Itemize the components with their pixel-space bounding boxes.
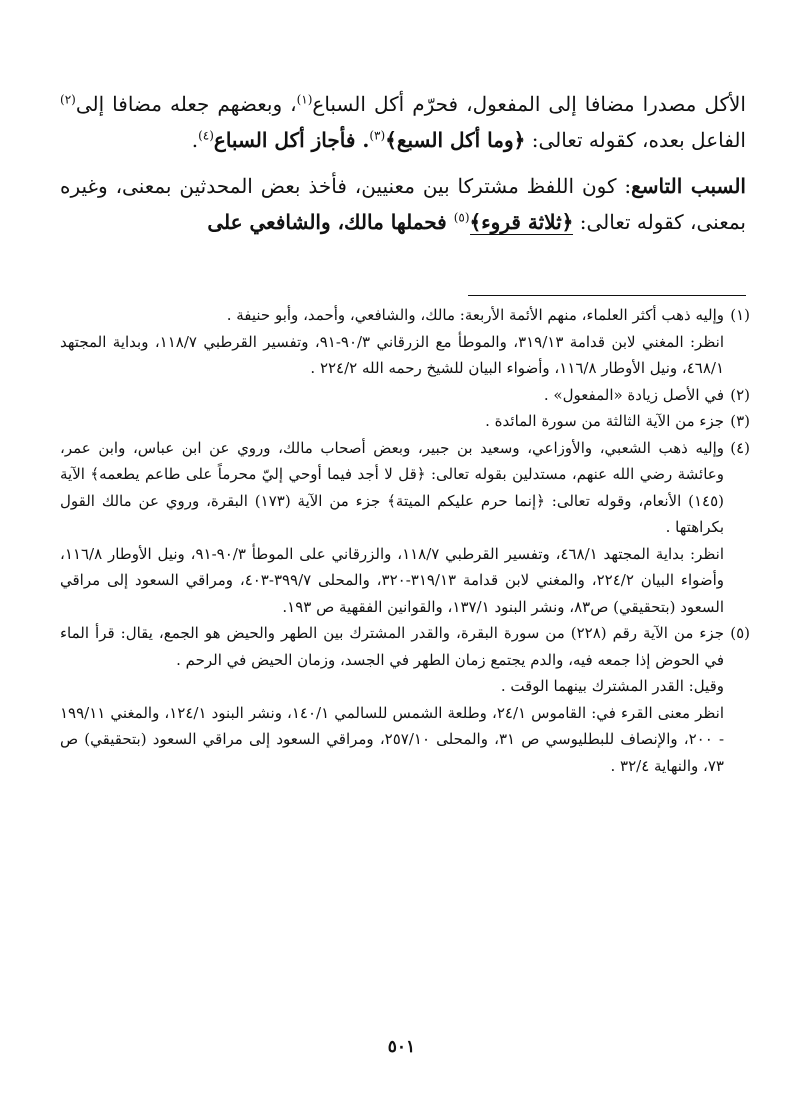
footnote-line: جزء من الآية رقم (٢٢٨) من سورة البقرة، والقدر المشترك بين الطهر والحيض هو الجمع، يقال: قرأ الماء في الحوض إذا جمعه فيه، والدم يجتمع زمان الطهر في الجسد، وزمان الحيض في الرحم . xyxy=(60,624,724,669)
main-text xyxy=(60,86,746,240)
section-heading: السبب التاسع xyxy=(631,174,746,198)
footnote-ref: (٤) xyxy=(198,128,214,143)
footnote-ref: (١) xyxy=(296,92,313,107)
footnote-1 xyxy=(60,302,750,382)
text-run: فحملها مالك، والشافعي على xyxy=(207,210,454,234)
text-run: الأكل مصدرا مضافا إلى المفعول، فحرّم أكل السباع xyxy=(312,92,746,116)
footnote-line: انظر معنى القرء في: القاموس ٢٤/١، وطلعة الشمس للسالمي ١٤٠/١، ونشر البنود ١٢٤/١، والمغني ١٩٩/١١ - ٢٠٠، والإنصاف للبطليوسي ص ٣١، والمحلى ٢٥٧/١٠، ومراقي السعود إلى مراقي السعود (بتحقيقي) ص ٧٣، والنهاية ٣٢/٤ . xyxy=(60,703,725,775)
paragraph-1 xyxy=(60,86,746,158)
paragraph-2 xyxy=(60,168,746,240)
text-run: . فأجاز أكل السباع xyxy=(213,128,370,152)
footnote-4 xyxy=(60,435,750,621)
footnote-number: (٥) xyxy=(730,624,750,642)
quran-verse: ﴿ثلاثة قروء﴾ xyxy=(469,210,574,234)
footnote-line: انظر: المغني لابن قدامة ٣١٩/١٣، والموطأ مع الزرقاني ٩٠/٣-٩١، وتفسير القرطبي ١١٨/٧، وبداية المجتهد ٤٦٨/١، ونيل الأوطار ١١٦/٨، وأضواء البيان للشيخ رحمه الله ٢٢٤/٢ . xyxy=(60,332,724,377)
footnote-separator xyxy=(468,295,746,296)
footnote-line: في الأصل زيادة «المفعول» . xyxy=(543,385,724,404)
footnote-number: (٢) xyxy=(730,385,750,404)
footnote-3 xyxy=(60,408,750,435)
footnote-ref: (٥) xyxy=(453,210,470,225)
footnote-5 xyxy=(60,620,750,779)
quran-verse: ﴿وما أكل السبع﴾ xyxy=(385,128,526,152)
footnote-line: وقيل: القدر المشترك بينهما الوقت . xyxy=(500,677,724,695)
footnote-line: وإليه ذهب الشعبي، والأوزاعي، وسعيد بن جبير، وبعض أصحاب مالك، وروي عن ابن عباس، وابن عمر، وعائشة رضي الله عنهم، مستدلين بقوله تعالى: ﴿قل لا أجد فيما أوحي إليّ محرماً على طاعم يطعمه﴾ الآية (١٤٥) الأنعام، وقوله تعالى: ﴿إنما حرم عليكم الميتة﴾ جزء من الآية (١٧٣) البقرة، وروي عن مالك القول بكراهتها . xyxy=(60,438,724,536)
footnote-line: جزء من الآية الثالثة من سورة المائدة . xyxy=(485,412,724,430)
footnote-number: (٣) xyxy=(730,412,750,430)
footnotes xyxy=(60,302,750,779)
footnote-ref: (٢) xyxy=(60,92,76,107)
text-run: . xyxy=(191,128,199,152)
footnote-line: وإليه ذهب أكثر العلماء، منهم الأئمة الأربعة: مالك، والشافعي، وأحمد، وأبو حنيفة . xyxy=(226,306,724,324)
text-run: ، وبعضهم جعله مضافا إلى xyxy=(75,92,297,116)
footnote-number: (٤) xyxy=(730,438,750,457)
text-run: الفاعل بعده، كقوله تعالى: xyxy=(525,128,746,152)
footnote-2 xyxy=(60,382,750,409)
footnote-number: (١) xyxy=(730,306,750,324)
page-number: ٥٠١ xyxy=(387,1037,416,1057)
footnote-line: انظر: بداية المجتهد ٤٦٨/١، وتفسير القرطبي ١١٨/٧، والزرقاني على الموطأ ٩٠/٣-٩١، ونيل الأوطار ١١٦/٨، وأضواء البيان ٢٢٤/٢، والمغني لابن قدامة ٣١٩/١٣-٣٢٠، والمحلى ٣٩٩/٧-٤٠٣، ومراقي السعود إلى مراقي السعود (بتحقيقي) ص٨٣، ونشر البنود ١٣٧/١، والقوانين الفقهية ص ١٩٣. xyxy=(60,544,725,616)
text-run: : كون اللفظ مشتركا بين معنيين، فأخذ بعض المحدثين بمعنى، وغيره بمعنى، كقوله تعالى: xyxy=(60,174,746,234)
footnote-ref: (٣) xyxy=(369,128,386,143)
